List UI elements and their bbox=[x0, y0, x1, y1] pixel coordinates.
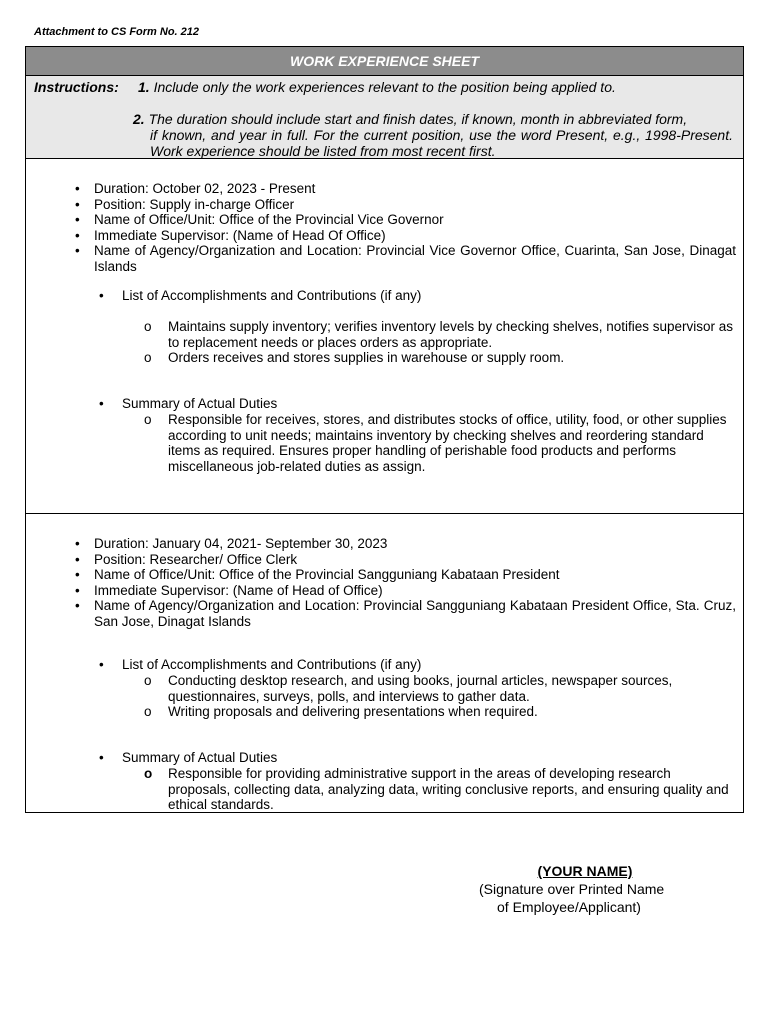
entry-1-duration: • Duration: October 02, 2023 - Present bbox=[75, 181, 316, 196]
entry-1-agency: • Name of Agency/Organization and Location: Provincial Vice Governor Office, Cuarinta, San Jose, Dinagat Islands bbox=[75, 243, 736, 274]
entry-1-accomplishments-heading: • List of Accomplishments and Contributions (if any) bbox=[99, 288, 422, 303]
entry-2-accomplishments-list bbox=[144, 673, 736, 720]
work-entry-1 bbox=[26, 159, 743, 514]
bullet-icon: • bbox=[99, 396, 104, 411]
bullet-icon: • bbox=[75, 227, 80, 243]
entry-1-details bbox=[75, 181, 736, 274]
entry-2-duties-heading: • Summary of Actual Duties bbox=[99, 750, 278, 765]
entry-2-details bbox=[75, 536, 736, 629]
instruction-2-first-line bbox=[133, 111, 733, 127]
signature-caption-line1: (Signature over Printed Name bbox=[479, 881, 665, 897]
entry-2-office: • Name of Office/Unit: Office of the Provincial Sangguniang Kabataan President bbox=[75, 567, 560, 582]
bullet-icon: • bbox=[75, 598, 80, 613]
entry-2-supervisor: • Immediate Supervisor: (Name of Head of Office) bbox=[75, 582, 383, 598]
bullet-icon: • bbox=[75, 567, 80, 582]
entry-2-accomplishments-heading: • List of Accomplishments and Contributions (if any) bbox=[99, 657, 422, 672]
bullet-icon: • bbox=[99, 288, 104, 303]
bullet-icon: • bbox=[75, 551, 80, 567]
list-item: o Responsible for receives, stores, and distributes stocks of office, utility, food, or other supplies according to unit needs; maintains inventory by checking shelves and reordering standard items as required. Ensures proper handling of perishable food products and performs miscellaneous job-related duties as assign. bbox=[144, 412, 727, 474]
bullet-icon: • bbox=[75, 536, 80, 551]
list-item: o Conducting desktop research, and using books, journal articles, newspaper sources, questionnaires, surveys, polls, and interviews to gather data. bbox=[144, 673, 673, 704]
circle-bullet-icon: o bbox=[144, 350, 152, 365]
list-item: o Writing proposals and delivering presentations when required. bbox=[144, 704, 538, 719]
entry-1-position: • Position: Supply in-charge Officer bbox=[75, 196, 295, 212]
signature-caption-line2: of Employee/Applicant) bbox=[497, 899, 641, 915]
entry-2-agency: • Name of Agency/Organization and Location: Provincial Sangguniang Kabataan President Office, Sta. Cruz, San Jose, Dinagat Islands bbox=[75, 598, 736, 629]
signature-name: (YOUR NAME) bbox=[537, 863, 633, 879]
circle-bullet-icon: o bbox=[144, 766, 153, 781]
bullet-icon: • bbox=[75, 196, 80, 212]
entry-2-duties-list bbox=[144, 766, 736, 813]
bullet-icon: • bbox=[99, 750, 104, 765]
work-entry-2 bbox=[26, 514, 743, 812]
instruction-1-text: Include only the work experiences relevant to the position being applied to. bbox=[153, 79, 616, 95]
circle-bullet-icon: o bbox=[144, 412, 152, 427]
instruction-2-line1: The duration should include start and finish dates, if known, month in abbreviated form, bbox=[148, 111, 688, 127]
attachment-label: Attachment to CS Form No. 212 bbox=[34, 26, 200, 38]
bullet-icon: • bbox=[99, 657, 104, 672]
bullet-icon: • bbox=[75, 243, 80, 258]
signature-block bbox=[430, 862, 730, 916]
bullet-icon: • bbox=[75, 212, 80, 227]
entry-1-duties-heading: • Summary of Actual Duties bbox=[99, 396, 278, 411]
entry-1-office: • Name of Office/Unit: Office of the Provincial Vice Governor bbox=[75, 212, 444, 227]
work-experience-sheet bbox=[25, 46, 744, 813]
instructions-section bbox=[26, 76, 743, 159]
bullet-icon: • bbox=[75, 582, 80, 598]
instruction-2-rest: if known, and year in full. For the current position, use the word Present, e.g., 1998-Present. Work experience should be listed from most recent first. bbox=[150, 127, 733, 159]
instruction-item-2 bbox=[133, 111, 733, 159]
entry-1-supervisor: • Immediate Supervisor: (Name of Head Of Office) bbox=[75, 227, 386, 243]
entry-2-position: • Position: Researcher/ Office Clerk bbox=[75, 551, 298, 567]
entry-2-duration: • Duration: January 04, 2021- September 30, 2023 bbox=[75, 536, 388, 551]
entry-1-accomplishments-list bbox=[144, 319, 736, 366]
circle-bullet-icon: o bbox=[144, 319, 152, 334]
list-item: o Maintains supply inventory; verifies inventory levels by checking shelves, notifies supervisor as to replacement needs or places orders as appropriate. bbox=[144, 319, 734, 350]
list-item: o Orders receives and stores supplies in warehouse or supply room. bbox=[144, 350, 565, 365]
circle-bullet-icon: o bbox=[144, 704, 152, 719]
list-item: o Responsible for providing administrative support in the areas of developing research proposals, collecting data, analyzing data, writing conclusive reports, and ensuring quality and ethical standards. bbox=[144, 766, 729, 812]
instruction-item-1 bbox=[138, 79, 616, 95]
instruction-2-number: 2. bbox=[133, 111, 145, 127]
instructions-label: Instructions: bbox=[34, 79, 119, 95]
entry-1-duties-list bbox=[144, 412, 736, 474]
instruction-1-number: 1. bbox=[138, 79, 150, 95]
circle-bullet-icon: o bbox=[144, 673, 152, 688]
bullet-icon: • bbox=[75, 181, 80, 196]
sheet-title: WORK EXPERIENCE SHEET bbox=[26, 47, 743, 76]
